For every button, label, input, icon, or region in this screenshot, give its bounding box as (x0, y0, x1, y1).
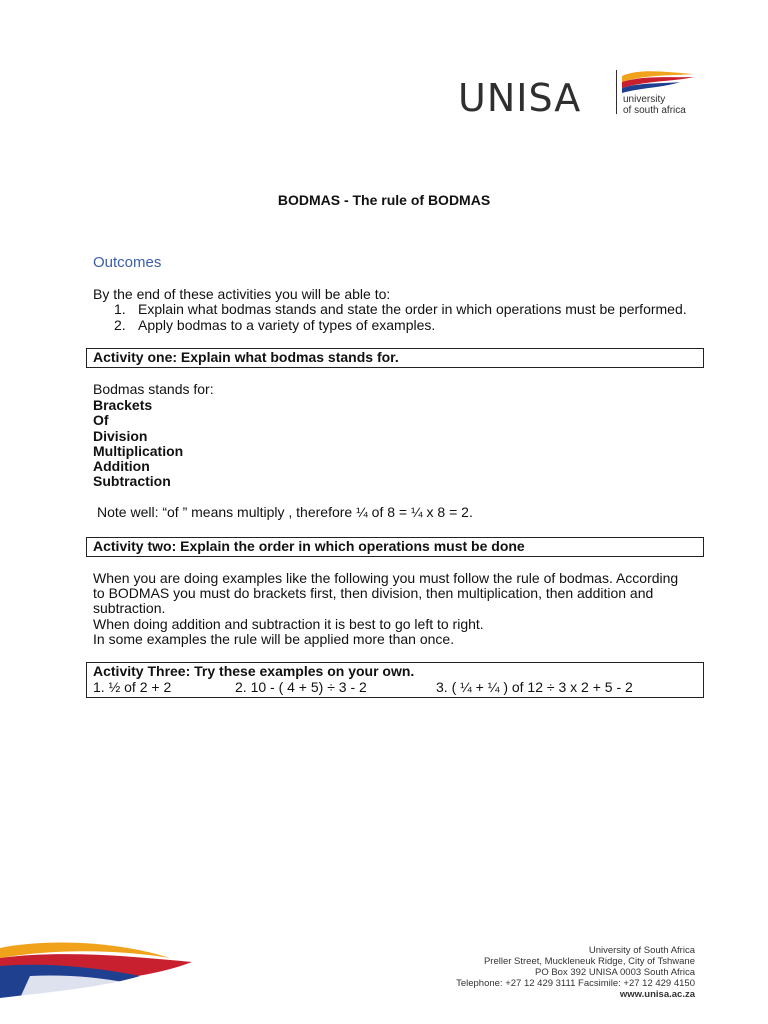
list-item: 2. Apply bodmas to a variety of types of examples. (114, 316, 436, 333)
bodmas-word-list (93, 398, 183, 490)
example-3: 3. ( ¼ + ¼ ) of 12 ÷ 3 x 2 + 5 - 2 (436, 678, 633, 695)
list-item: Multiplication (93, 442, 184, 459)
logo-wordmark: UNISA (458, 76, 582, 120)
stands-for-text: Bodmas stands for: (93, 381, 214, 397)
document-title: BODMAS - The rule of BODMAS (277, 192, 491, 208)
list-item: Brackets (93, 397, 153, 413)
outcomes-list (114, 302, 687, 333)
examples-row (93, 680, 697, 696)
activity-one-box: Activity one: Explain what bodmas stands for. (86, 348, 704, 368)
logo-divider (616, 70, 617, 114)
outcomes-heading: Outcomes (93, 254, 162, 271)
list-item: 1. Explain what bodmas stands and state the order in which operations must be performed. (114, 301, 687, 317)
footer-url[interactable]: www.unisa.ac.za (619, 989, 695, 1000)
list-item: Division (93, 427, 148, 444)
explanation-paragraph: When you are doing examples like the following you must follow the rule of bodmas. According to BODMAS you must do brackets first, then division, then multiplication, then addition and subtraction. When doing addition and subtraction it is best to go left to right. In some examples the rule will be applied more than once. (93, 570, 679, 647)
example-2: 2. 10 - ( 4 + 5) ÷ 3 - 2 (235, 678, 367, 695)
unisa-logo (458, 66, 698, 122)
activity-three-box (86, 662, 704, 698)
intro-text: By the end of these activities you will be able to: (93, 286, 391, 302)
logo-subtitle: university of south africa (623, 94, 686, 116)
list-item: Of (93, 412, 109, 429)
list-item: Addition (93, 458, 150, 475)
activity-three-heading: Activity Three: Try these examples on your own. (93, 663, 415, 679)
footer-address: University of South Africa Preller Street, Muckleneuk Ridge, City of Tshwane PO Box 392 UNISA 0003 South Africa Telephone: +27 12 429 3111 Facsimile: +27 12 429 4150 www.unisa.ac.za (456, 945, 695, 1000)
footer-swoosh-icon (0, 938, 195, 1000)
logo-flag-icon (620, 68, 696, 94)
list-item: Subtraction (93, 473, 171, 490)
example-1: 1. ½ of 2 + 2 (93, 678, 172, 695)
note-text: Note well: “of ” means multiply , therefore ¼ of 8 = ¼ x 8 = 2. (97, 504, 473, 520)
activity-two-box: Activity two: Explain the order in which operations must be done (86, 537, 704, 557)
